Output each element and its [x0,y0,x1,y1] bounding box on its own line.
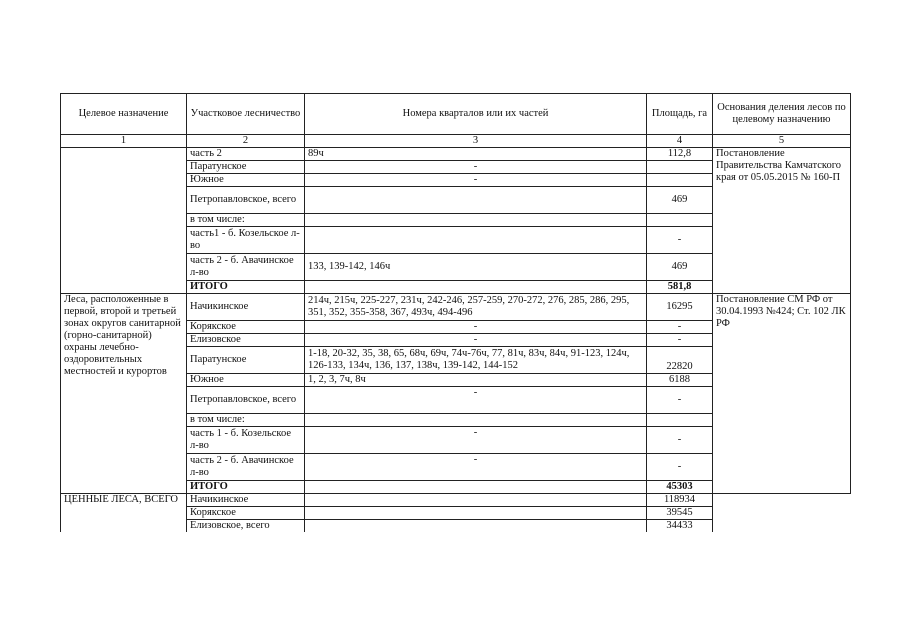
quarters-cell [305,507,647,520]
column-number: 2 [187,135,305,148]
quarters-cell [305,214,647,227]
forestry-cell: Петропавловское, всего [187,387,305,414]
basis-cell-empty [713,494,851,533]
quarters-cell: 89ч [305,148,647,161]
quarters-cell [305,494,647,507]
forestry-cell: Корякское [187,321,305,334]
header-forestry: Участковое лесничество [187,94,305,135]
column-number: 3 [305,135,647,148]
area-cell [647,214,713,227]
area-cell [647,161,713,174]
basis-cell: Постановление Правительства Камчатского края от 05.05.2015 № 160-П [713,148,851,294]
quarters-cell: - [305,387,647,414]
area-cell: 469 [647,187,713,214]
total-label: ИТОГО [187,281,305,294]
forestry-cell: в том числе: [187,414,305,427]
area-cell: - [647,227,713,254]
area-cell: 118934 [647,494,713,507]
area-cell: - [647,427,713,454]
quarters-cell [305,227,647,254]
table-row [61,294,851,321]
area-cell: 16295 [647,294,713,321]
header-row [61,94,851,135]
header-quarters: Номера кварталов или их частей [305,94,647,135]
forestry-cell: часть 1 - б. Козельское л-во [187,427,305,454]
forestry-cell: Южное [187,374,305,387]
area-cell: 6188 [647,374,713,387]
header-area: Площадь, га [647,94,713,135]
quarters-cell: - [305,174,647,187]
area-cell: 34433 [647,520,713,533]
forestry-cell: Паратунское [187,347,305,374]
purpose-cell: ЦЕННЫЕ ЛЕСА, ВСЕГО [61,494,187,533]
table-row [61,148,851,161]
forestry-cell: часть 2 [187,148,305,161]
area-cell: 39545 [647,507,713,520]
basis-cell: Постановление СМ РФ от 30.04.1993 №424; Ст. 102 ЛК РФ [713,294,851,494]
column-number: 4 [647,135,713,148]
header-basis: Основания деления лесов по целевому назначению [713,94,851,135]
area-cell: - [647,334,713,347]
area-cell: 469 [647,254,713,281]
forestry-cell: Елизовское [187,334,305,347]
forestry-cell: часть1 - б. Козельское л-во [187,227,305,254]
quarters-cell [305,520,647,533]
quarters-cell: - [305,334,647,347]
quarters-cell: 1, 2, 3, 7ч, 8ч [305,374,647,387]
forestry-cell: Корякское [187,507,305,520]
quarters-cell: 1-18, 20-32, 35, 38, 65, 68ч, 69ч, 74ч-76ч, 77, 81ч, 83ч, 84ч, 91-123, 124ч, 126-133, 134ч, 136, 137, 138ч, 139-142, 144-152 [305,347,647,374]
area-cell: 112,8 [647,148,713,161]
header-purpose: Целевое назначение [61,94,187,135]
purpose-cell: Леса, расположенные в первой, второй и третьей зонах округов санитарной (горно-санитарной) охраны лечебно-оздоровительных местностей и курортов [61,294,187,494]
area-cell: 22820 [647,347,713,374]
total-value: 45303 [647,481,713,494]
quarters-cell [305,281,647,294]
forestry-cell: часть 2 - б. Авачинское л-во [187,254,305,281]
quarters-cell: 214ч, 215ч, 225-227, 231ч, 242-246, 257-259, 270-272, 276, 285, 286, 295, 351, 352, 355-358, 367, 493ч, 494-496 [305,294,647,321]
area-cell: - [647,387,713,414]
column-number: 5 [713,135,851,148]
area-cell [647,414,713,427]
forestry-cell: часть 2 - б. Авачинское л-во [187,454,305,481]
forestry-cell: Начикинское [187,494,305,507]
quarters-cell [305,414,647,427]
quarters-cell [305,187,647,214]
area-cell: - [647,454,713,481]
area-cell: - [647,321,713,334]
column-number-row [61,135,851,148]
quarters-cell: - [305,161,647,174]
forestry-cell: Начикинское [187,294,305,321]
quarters-cell: - [305,427,647,454]
forestry-cell: Елизовское, всего [187,520,305,533]
forestry-cell: в том числе: [187,214,305,227]
quarters-cell: 133, 139-142, 146ч [305,254,647,281]
forestry-cell: Петропавловское, всего [187,187,305,214]
forestry-cell: Паратунское [187,161,305,174]
purpose-cell-empty [61,148,187,294]
quarters-cell: - [305,454,647,481]
quarters-cell [305,481,647,494]
total-value: 581,8 [647,281,713,294]
column-number: 1 [61,135,187,148]
quarters-cell: - [305,321,647,334]
area-cell [647,174,713,187]
total-label: ИТОГО [187,481,305,494]
forest-purpose-table [60,93,851,532]
forestry-cell: Южное [187,174,305,187]
table-row [61,494,851,507]
